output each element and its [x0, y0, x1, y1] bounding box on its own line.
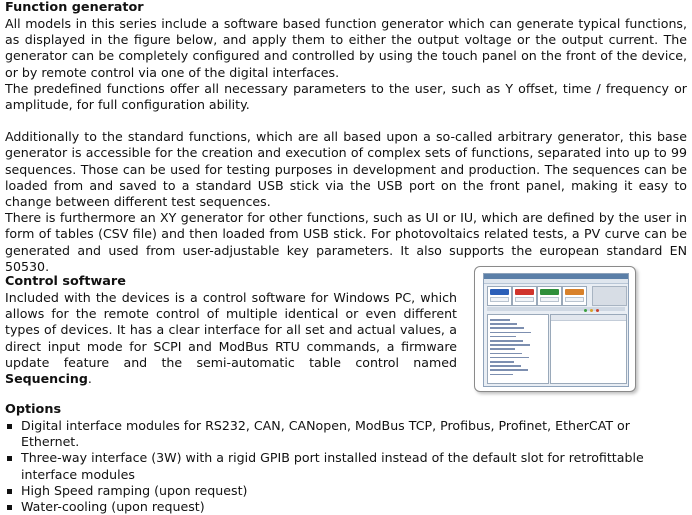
function-generator-body [5, 16, 687, 275]
value-panels [487, 286, 587, 304]
device-list-row [490, 340, 523, 342]
device-list-row [490, 323, 517, 325]
fg-paragraph-4: There is furthermore an XY generator for other functions, such as UI or IU, which are defined by the user in form of tables (CSV file) and then loaded from USB stick. For photovoltaics related tests, a PV curve can be generated and used from user-adjustable key parameters. It also supports the european standard EN 50530. [5, 210, 687, 274]
device-list-row [490, 369, 528, 371]
software-window [483, 273, 629, 387]
cs-text: Included with the devices is a control software for Windows PC, which allows for the remote control of multiple identical or even different types of devices. It has a clear interface for all set and actual values, a direct input mode for SCPI and ModBus RTU commands, a firmware update feature and the semi-automatic table control named [5, 290, 457, 370]
voltage-display [490, 289, 509, 295]
voltage-panel [487, 286, 512, 306]
device-list-row [490, 365, 521, 367]
current-display [515, 289, 534, 295]
fg-paragraph-2: The predefined functions offer all necessary parameters to the user, such as Y offset, time / frequency or amplitude, for full configuration ability. [5, 80, 687, 113]
option-item: Three-way interface (3W) with a rigid GPIB port installed instead of the default slot for retrofittable interface modules [5, 450, 687, 482]
sequencing-term: Sequencing [5, 371, 88, 387]
options-heading: Options [5, 402, 62, 417]
option-item: High Speed ramping (upon request) [5, 483, 687, 499]
log-pane-header [551, 315, 626, 321]
software-screenshot-figure [474, 266, 636, 392]
device-list-row [490, 374, 513, 376]
control-software-heading: Control software [5, 274, 126, 289]
status-led-icon [584, 309, 587, 312]
power-panel [537, 286, 562, 306]
cs-text-end: . [87, 371, 92, 387]
device-list-pane [487, 314, 549, 384]
resistance-display [565, 289, 584, 295]
voltage-set [490, 297, 509, 302]
option-item: Digital interface modules for RS232, CAN, CANopen, ModBus TCP, Profibus, Profinet, EtherCAT or Ethernet. [5, 418, 687, 450]
function-generator-heading: Function generator [5, 0, 144, 15]
power-display [540, 289, 559, 295]
current-panel [512, 286, 537, 306]
status-box [592, 286, 627, 306]
device-list-row [490, 327, 524, 329]
toolbar-strip [487, 307, 625, 311]
device-list-row [490, 348, 515, 350]
device-list-row [490, 353, 522, 355]
device-list-row [490, 319, 510, 321]
resistance-panel [562, 286, 587, 306]
status-led-icon [590, 309, 593, 312]
current-set [515, 297, 534, 302]
fg-paragraph-3: Additionally to the standard functions, which are all based upon a so-called arbitrary generator, this base generator is accessible for the creation and execution of complex sets of functions, separated into up to 99 sequences. Those can be used for testing purposes in development and production. The sequences can be loaded from and saved to a standard USB stick via the USB port on the front panel, making it easy to change between different test sequences. [5, 129, 687, 210]
resistance-set [565, 297, 584, 302]
log-pane [550, 314, 627, 384]
status-led-icon [596, 309, 599, 312]
fg-paragraph-1: All models in this series include a software based function generator which can generate typical functions, as displayed in the figure below, and apply them to either the output voltage or the output current. The generator can be completely configured and controlled by using the touch panel on the front of the device, or by remote control via one of the digital interfaces. [5, 16, 687, 80]
device-list-row [490, 361, 514, 363]
device-list-row [490, 336, 516, 338]
options-list [5, 418, 687, 515]
device-list-row [490, 357, 529, 359]
device-list-row [490, 344, 530, 346]
device-list-row [490, 332, 531, 334]
option-item: Water-cooling (upon request) [5, 499, 687, 515]
power-set [540, 297, 559, 302]
window-menubar [484, 279, 628, 284]
control-software-body [5, 290, 457, 387]
